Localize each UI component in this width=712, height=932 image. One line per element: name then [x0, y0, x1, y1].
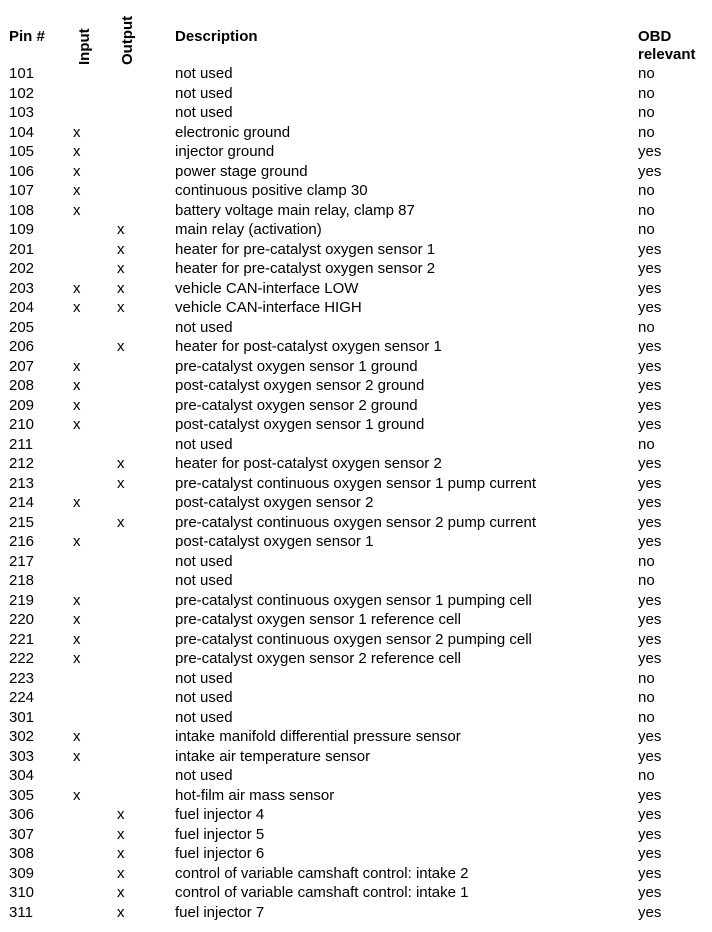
obd-relevant-cell: no [638, 182, 655, 199]
pin-cell: 213 [9, 474, 35, 492]
pin-cell: 104 [9, 123, 35, 141]
description-cell: post-catalyst oxygen sensor 2 [175, 494, 374, 511]
description-cell: not used [175, 435, 233, 453]
table-row [0, 64, 712, 84]
table-row [0, 162, 712, 182]
pin-cell: 303 [9, 747, 35, 765]
pin-cell: 309 [9, 864, 35, 882]
header-obd-line2: relevant [638, 46, 696, 63]
description-cell: not used [175, 572, 233, 589]
pin-cell: 202 [9, 260, 35, 277]
description-cell: injector ground [175, 143, 275, 160]
description-cell: fuel injector 5 [175, 825, 265, 843]
table-row [0, 552, 712, 572]
table-row [0, 903, 712, 923]
obd-relevant-cell: yes [638, 806, 662, 823]
description-cell: control of variable camshaft control: intake 2 [175, 864, 469, 882]
obd-relevant-cell: yes [638, 747, 662, 765]
obd-relevant-cell: yes [638, 240, 662, 258]
output-cell: x [117, 455, 125, 472]
pin-cell: 302 [9, 728, 35, 745]
description-cell: electronic ground [175, 123, 291, 141]
pin-cell: 214 [9, 494, 35, 511]
table-row [0, 532, 712, 552]
description-cell: not used [175, 318, 233, 336]
obd-relevant-cell: no [638, 572, 655, 589]
pin-cell: 223 [9, 669, 35, 687]
table-row [0, 630, 712, 650]
obd-relevant-cell: yes [638, 884, 662, 901]
obd-relevant-cell: no [638, 201, 655, 219]
pin-cell: 301 [9, 708, 35, 726]
output-cell: x [117, 825, 125, 843]
description-cell: hot-film air mass sensor [175, 786, 335, 804]
obd-relevant-cell: yes [638, 357, 662, 375]
header-pin: Pin # [9, 28, 45, 45]
table-row [0, 649, 712, 669]
pin-cell: 217 [9, 552, 35, 570]
input-cell: x [73, 396, 81, 414]
input-cell: x [73, 416, 81, 433]
table-row [0, 435, 712, 455]
obd-relevant-cell: yes [638, 396, 662, 414]
input-cell: x [73, 747, 81, 765]
input-cell: x [73, 630, 81, 648]
pin-cell: 306 [9, 806, 35, 823]
description-cell: pre-catalyst continuous oxygen sensor 2 pumping cell [175, 630, 532, 648]
description-cell: heater for pre-catalyst oxygen sensor 2 [175, 260, 436, 277]
obd-relevant-cell: no [638, 318, 655, 336]
output-cell: x [117, 884, 125, 901]
input-cell: x [73, 123, 81, 141]
pin-cell: 224 [9, 689, 35, 706]
table-row [0, 142, 712, 162]
output-cell: x [117, 864, 125, 882]
pin-cell: 109 [9, 221, 35, 238]
description-cell: battery voltage main relay, clamp 87 [175, 201, 415, 219]
description-cell: continuous positive clamp 30 [175, 182, 368, 199]
pin-cell: 308 [9, 845, 35, 862]
header-description: Description [175, 28, 258, 45]
obd-relevant-cell: yes [638, 845, 662, 862]
description-cell: pre-catalyst continuous oxygen sensor 2 pump current [175, 513, 537, 531]
output-cell: x [117, 240, 125, 258]
table-row [0, 454, 712, 474]
table-row [0, 610, 712, 630]
obd-relevant-cell: yes [638, 903, 662, 921]
table-row [0, 337, 712, 357]
table-row [0, 864, 712, 884]
table-row [0, 766, 712, 786]
obd-relevant-cell: no [638, 708, 655, 726]
table-row [0, 396, 712, 416]
table-row [0, 727, 712, 747]
description-cell: not used [175, 65, 233, 82]
table-body [0, 64, 712, 922]
obd-relevant-cell: yes [638, 513, 662, 531]
output-cell: x [117, 279, 125, 297]
obd-relevant-cell: no [638, 123, 655, 141]
input-cell: x [73, 494, 81, 511]
output-cell: x [117, 903, 125, 921]
output-cell: x [117, 260, 125, 277]
description-cell: main relay (activation) [175, 221, 322, 238]
table-row [0, 103, 712, 123]
table-row [0, 220, 712, 240]
table-row [0, 513, 712, 533]
obd-relevant-cell: no [638, 767, 655, 784]
description-cell: power stage ground [175, 162, 308, 180]
obd-relevant-cell: yes [638, 611, 662, 628]
table-row [0, 357, 712, 377]
table-row [0, 84, 712, 104]
description-cell: heater for post-catalyst oxygen sensor 1 [175, 338, 442, 355]
description-cell: not used [175, 689, 233, 706]
obd-relevant-cell: no [638, 104, 655, 121]
pin-cell: 105 [9, 143, 35, 160]
description-cell: fuel injector 6 [175, 845, 265, 862]
description-cell: post-catalyst oxygen sensor 1 [175, 533, 374, 550]
obd-relevant-cell: yes [638, 279, 662, 297]
input-cell: x [73, 611, 81, 628]
input-cell: x [73, 279, 81, 297]
description-cell: pre-catalyst oxygen sensor 1 reference cell [175, 611, 461, 628]
pin-cell: 204 [9, 299, 35, 316]
output-cell: x [117, 474, 125, 492]
description-cell: pre-catalyst oxygen sensor 2 reference cell [175, 650, 461, 667]
pin-cell: 210 [9, 416, 35, 433]
description-cell: pre-catalyst oxygen sensor 2 ground [175, 396, 418, 414]
table-row [0, 415, 712, 435]
table-row [0, 591, 712, 611]
pin-cell: 201 [9, 240, 35, 258]
obd-relevant-cell: no [638, 669, 655, 687]
input-cell: x [73, 143, 81, 160]
description-cell: heater for pre-catalyst oxygen sensor 1 [175, 240, 436, 258]
pin-cell: 222 [9, 650, 35, 667]
description-cell: vehicle CAN-interface LOW [175, 279, 359, 297]
table-row [0, 240, 712, 260]
table-row [0, 474, 712, 494]
pin-cell: 102 [9, 84, 35, 102]
pin-cell: 220 [9, 611, 35, 628]
description-cell: not used [175, 104, 233, 121]
description-cell: fuel injector 4 [175, 806, 265, 823]
pin-cell: 310 [9, 884, 35, 901]
pin-cell: 219 [9, 591, 35, 609]
input-cell: x [73, 377, 81, 394]
obd-relevant-cell: yes [638, 494, 662, 511]
table-row [0, 844, 712, 864]
pin-cell: 208 [9, 377, 35, 394]
obd-relevant-cell: no [638, 221, 655, 238]
obd-relevant-cell: no [638, 65, 655, 82]
pin-cell: 305 [9, 786, 35, 804]
pin-cell: 207 [9, 357, 35, 375]
description-cell: not used [175, 669, 233, 687]
pin-cell: 103 [9, 104, 35, 121]
obd-relevant-cell: yes [638, 455, 662, 472]
description-cell: post-catalyst oxygen sensor 1 ground [175, 416, 425, 433]
pin-cell: 215 [9, 513, 35, 531]
description-cell: not used [175, 708, 233, 726]
obd-relevant-cell: yes [638, 864, 662, 882]
pin-cell: 211 [9, 435, 33, 453]
description-cell: heater for post-catalyst oxygen sensor 2 [175, 455, 442, 472]
input-cell: x [73, 591, 81, 609]
description-cell: pre-catalyst oxygen sensor 1 ground [175, 357, 418, 375]
pin-cell: 101 [9, 65, 35, 82]
description-cell: intake manifold differential pressure sensor [175, 728, 461, 745]
description-cell: fuel injector 7 [175, 903, 265, 921]
input-cell: x [73, 728, 81, 745]
input-cell: x [73, 650, 81, 667]
input-cell: x [73, 201, 81, 219]
obd-relevant-cell: no [638, 552, 655, 570]
obd-relevant-cell: yes [638, 416, 662, 433]
table-row [0, 259, 712, 279]
pin-cell: 311 [9, 903, 33, 921]
header-obd-line1: OBD [638, 28, 672, 45]
description-cell: intake air temperature sensor [175, 747, 371, 765]
output-cell: x [117, 221, 125, 238]
description-cell: pre-catalyst continuous oxygen sensor 1 pumping cell [175, 591, 532, 609]
obd-relevant-cell: yes [638, 260, 662, 277]
obd-relevant-cell: yes [638, 786, 662, 804]
obd-relevant-cell: yes [638, 474, 662, 492]
obd-relevant-cell: yes [638, 728, 662, 745]
pin-cell: 203 [9, 279, 35, 297]
input-cell: x [73, 162, 81, 180]
pin-cell: 107 [9, 182, 35, 199]
output-cell: x [117, 299, 125, 316]
description-cell: control of variable camshaft control: intake 1 [175, 884, 469, 901]
pin-cell: 221 [9, 630, 35, 648]
input-cell: x [73, 299, 81, 316]
table-row [0, 708, 712, 728]
table-row [0, 181, 712, 201]
obd-relevant-cell: yes [638, 650, 662, 667]
table-row [0, 201, 712, 221]
obd-relevant-cell: yes [638, 533, 662, 550]
table-row [0, 825, 712, 845]
table-row [0, 669, 712, 689]
description-cell: not used [175, 767, 233, 784]
table-row [0, 318, 712, 338]
header-obd-relevant [638, 28, 696, 64]
obd-relevant-cell: yes [638, 299, 662, 316]
table-row [0, 747, 712, 767]
pin-cell: 304 [9, 767, 35, 784]
obd-relevant-cell: yes [638, 630, 662, 648]
table-row [0, 376, 712, 396]
header-output: Output [119, 15, 136, 65]
table-row [0, 805, 712, 825]
pin-cell: 307 [9, 825, 35, 843]
table-row [0, 298, 712, 318]
header-input: Input [76, 28, 93, 65]
output-cell: x [117, 806, 125, 823]
pin-cell: 209 [9, 396, 35, 414]
pin-cell: 206 [9, 338, 35, 355]
table-row [0, 571, 712, 591]
input-cell: x [73, 786, 81, 804]
pin-cell: 205 [9, 318, 35, 336]
obd-relevant-cell: no [638, 84, 655, 102]
obd-relevant-cell: yes [638, 338, 662, 355]
description-cell: vehicle CAN-interface HIGH [175, 299, 362, 316]
obd-relevant-cell: no [638, 435, 655, 453]
pin-cell: 218 [9, 572, 35, 589]
pin-cell: 106 [9, 162, 35, 180]
table-header [0, 0, 712, 66]
table-row [0, 688, 712, 708]
output-cell: x [117, 513, 125, 531]
table-row [0, 123, 712, 143]
description-cell: not used [175, 552, 233, 570]
pin-cell: 108 [9, 201, 35, 219]
table-row [0, 883, 712, 903]
pin-cell: 216 [9, 533, 35, 550]
description-cell: post-catalyst oxygen sensor 2 ground [175, 377, 425, 394]
output-cell: x [117, 845, 125, 862]
table-row [0, 279, 712, 299]
input-cell: x [73, 357, 81, 375]
table-row [0, 493, 712, 513]
obd-relevant-cell: yes [638, 825, 662, 843]
description-cell: pre-catalyst continuous oxygen sensor 1 pump current [175, 474, 537, 492]
pin-cell: 212 [9, 455, 35, 472]
obd-relevant-cell: no [638, 689, 655, 706]
input-cell: x [73, 533, 81, 550]
obd-relevant-cell: yes [638, 162, 662, 180]
table-row [0, 786, 712, 806]
output-cell: x [117, 338, 125, 355]
obd-relevant-cell: yes [638, 377, 662, 394]
obd-relevant-cell: yes [638, 591, 662, 609]
obd-relevant-cell: yes [638, 143, 662, 160]
input-cell: x [73, 182, 81, 199]
description-cell: not used [175, 84, 233, 102]
